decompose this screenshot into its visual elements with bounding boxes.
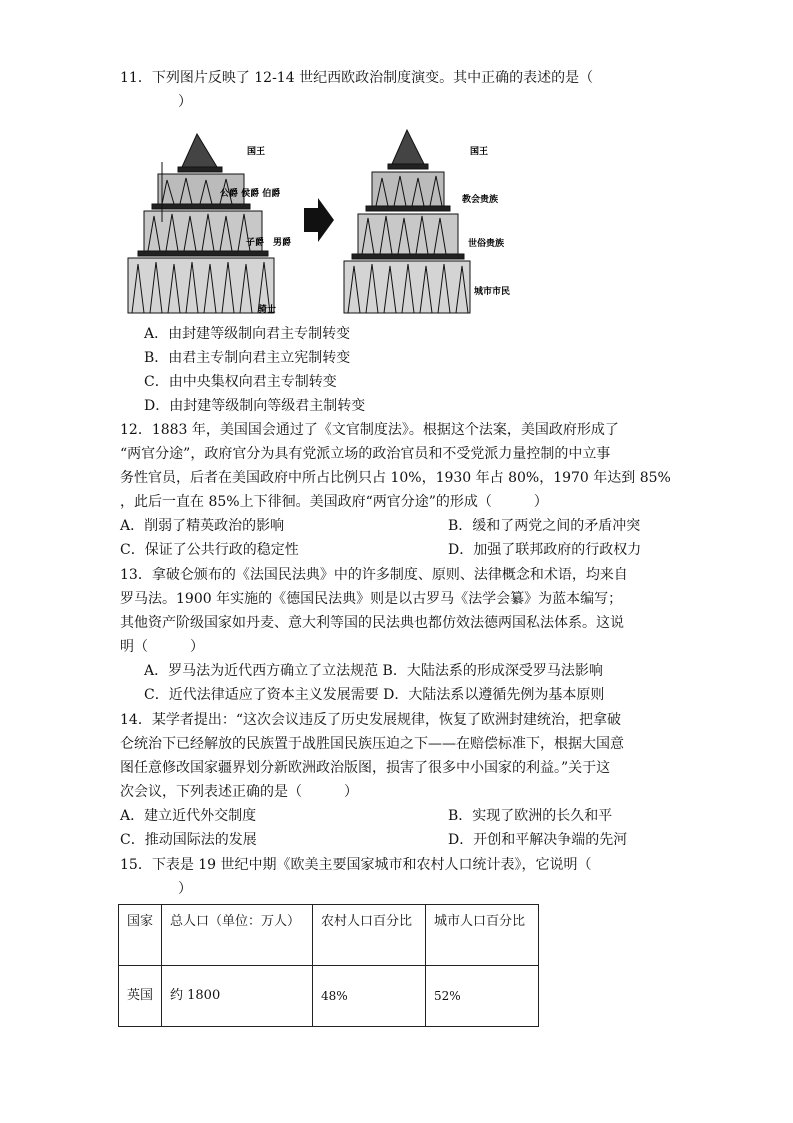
q11-option-a[interactable]: A．由封建等级制向君主专制转变 bbox=[144, 326, 351, 342]
q14-option-c[interactable]: C．推动国际法的发展 bbox=[120, 832, 257, 848]
fig-left-nobles: 公爵 侯爵 伯爵 bbox=[220, 189, 281, 199]
table-cell: 52% bbox=[426, 966, 539, 1027]
table-header-cell: 总人口（单位：万人） bbox=[162, 905, 313, 966]
q14-stem-line1: 14．某学者提出：“这次会议违反了历史发展规律，恢复了欧洲封建统治，把拿破 bbox=[120, 712, 621, 728]
q12-stem-line2: “两官分途”，政府官分为具有党派立场的政治官员和不受党派力量控制的中立事 bbox=[120, 446, 611, 462]
fig-right-clergy: 教会贵族 bbox=[462, 195, 499, 205]
q15-stem-line2: ） bbox=[178, 881, 192, 897]
table-header-row bbox=[119, 905, 539, 966]
q13-stem-line1: 13．拿破仑颁布的《法国民法典》中的许多制度、原则、法律概念和术语，均来自 bbox=[120, 567, 628, 583]
q13-stem-line2: 罗马法。1900 年实施的《德国民法典》则是以古罗马《法学会纂》为蓝本编写； bbox=[120, 591, 623, 607]
q14-stem-line2: 仑统治下已经解放的民族置于战胜国民族压迫之下——在赔偿标准下，根据大国意 bbox=[120, 736, 624, 752]
q12-option-d[interactable]: D．加强了联邦政府的行政权力 bbox=[448, 542, 642, 558]
q13-options-row2[interactable]: C．近代法律适应了资本主义发展需要 D．大陆法系以遵循先例为基本原则 bbox=[144, 687, 605, 703]
table-header-cell: 农村人口百分比 bbox=[313, 905, 426, 966]
q12-stem-line4: ，此后一直在 85%上下徘徊。美国政府“两官分途”的形成（ ） bbox=[120, 494, 548, 510]
q13-stem-line3: 其他资产阶级国家如丹麦、意大利等国的民法典也都仿效法德两国私法体系。这说 bbox=[120, 615, 624, 631]
q11-pyramid-figure bbox=[122, 122, 522, 320]
table-cell: 约 1800 bbox=[162, 966, 313, 1027]
q12-option-c[interactable]: C．保证了公共行政的稳定性 bbox=[120, 542, 299, 558]
table-header-cell: 城市人口百分比 bbox=[426, 905, 539, 966]
q13-stem-line4: 明（ ） bbox=[120, 639, 204, 655]
right-arrow-icon bbox=[304, 198, 334, 242]
table-cell: 英国 bbox=[119, 966, 162, 1027]
fig-left-lesser: 子爵 男爵 bbox=[246, 238, 292, 248]
fig-left-king: 国王 bbox=[247, 147, 266, 157]
q15-stem-line1: 15．下表是 19 世纪中期《欧美主要国家城市和农村人口统计表》，它说明（ bbox=[120, 857, 592, 873]
q11-pyramid-illustration bbox=[122, 122, 522, 320]
right-pyramid bbox=[344, 130, 470, 313]
q11-option-c[interactable]: C．由中央集权向君主专制转变 bbox=[144, 374, 337, 390]
table-row bbox=[119, 966, 539, 1027]
q14-option-d[interactable]: D．开创和平解决争端的先河 bbox=[448, 832, 628, 848]
q12-option-a[interactable]: A．削弱了精英政治的影响 bbox=[120, 518, 285, 534]
q11-option-d[interactable]: D．由封建等级制向等级君主制转变 bbox=[144, 398, 366, 414]
q14-stem-line4: 次会议，下列表述正确的是（ ） bbox=[120, 784, 358, 800]
q14-stem-line3: 图任意修改国家疆界划分新欧洲政治版图，损害了很多中小国家的利益。”关于这 bbox=[120, 760, 611, 776]
population-table bbox=[118, 904, 539, 1027]
fig-right-king: 国王 bbox=[470, 147, 489, 157]
fig-right-burghers: 城市市民 bbox=[474, 287, 511, 297]
left-pyramid bbox=[128, 134, 277, 315]
q14-option-a[interactable]: A．建立近代外交制度 bbox=[120, 808, 257, 824]
q12-stem-line1: 12．1883 年，美国国会通过了《文官制度法》。根据这个法案，美国政府形成了 bbox=[120, 422, 619, 438]
fig-left-knights: 骑士 bbox=[258, 305, 277, 315]
table-header-cell: 国家 bbox=[119, 905, 162, 966]
q13-options-row1[interactable]: A．罗马法为近代西方确立了立法规范 B．大陆法系的形成深受罗马法影响 bbox=[144, 663, 603, 679]
q11-stem-line2: ） bbox=[178, 94, 192, 110]
q11-option-b[interactable]: B．由君主专制向君主立宪制转变 bbox=[144, 350, 351, 366]
fig-right-secular: 世俗贵族 bbox=[468, 239, 505, 249]
q12-stem-line3: 务性官员，后者在美国政府中所占比例只占 10%，1930 年占 80%，1970 年达到 85% bbox=[120, 470, 671, 486]
table-cell: 48% bbox=[313, 966, 426, 1027]
q14-option-b[interactable]: B．实现了欧洲的长久和平 bbox=[448, 808, 613, 824]
q11-stem-line1: 11．下列图片反映了 12-14 世纪西欧政治制度演变。其中正确的表述的是（ bbox=[120, 70, 594, 86]
q12-option-b[interactable]: B．缓和了两党之间的矛盾冲突 bbox=[448, 518, 641, 534]
